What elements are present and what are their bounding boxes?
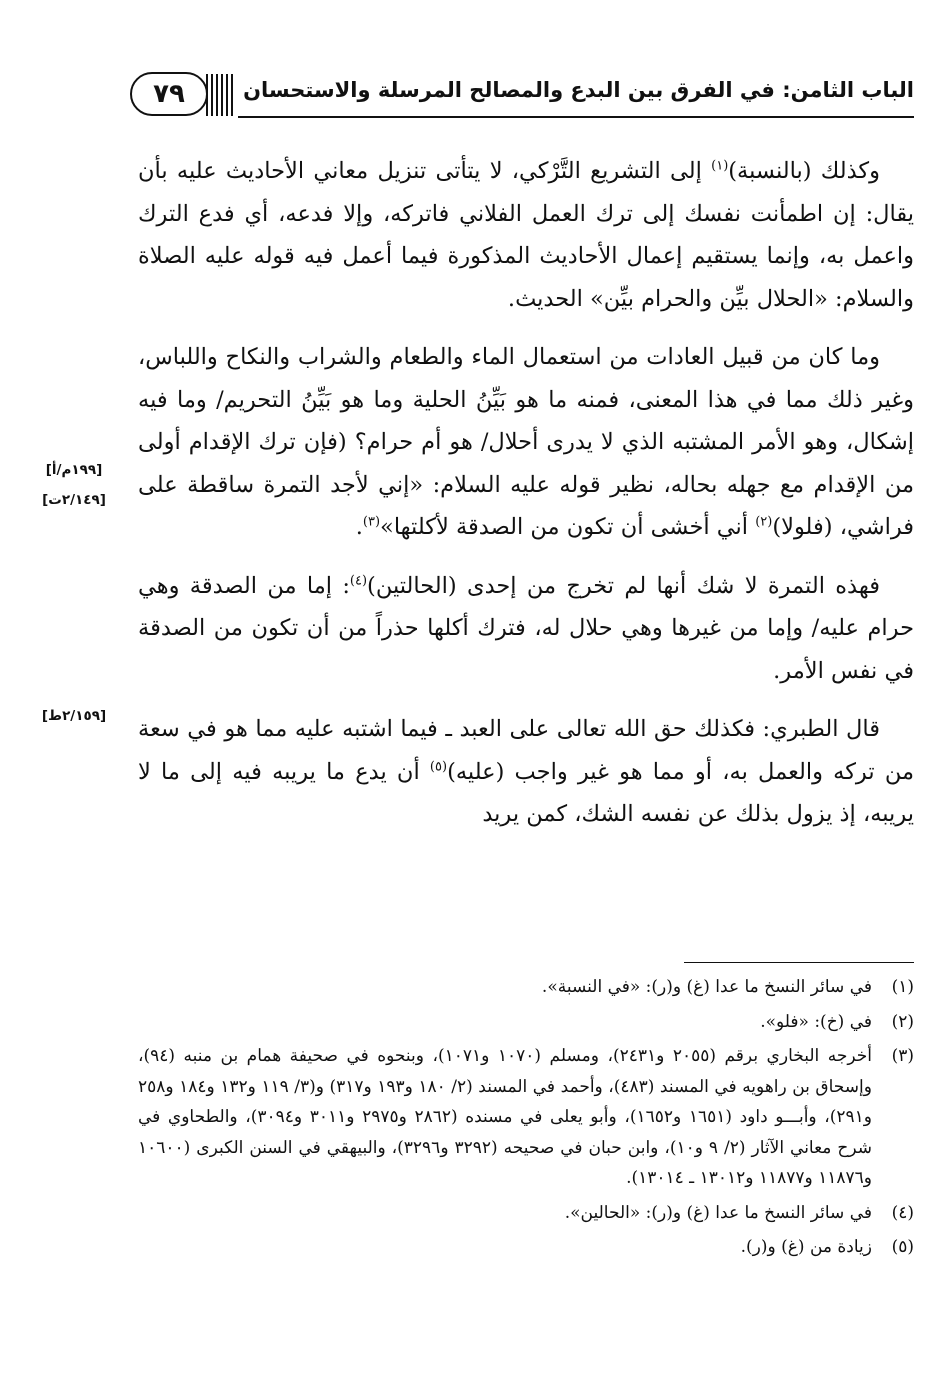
footnote [138, 1198, 914, 1229]
footnote-number: (٤) [891, 1202, 914, 1223]
footnote-ref: (٥) [429, 759, 448, 774]
footnote-ref: (١) [711, 158, 729, 174]
footnote-text: في سائر النسخ ما عدا (غ) و(ر): «في النسبة». [541, 977, 872, 997]
page-number: ٧٩ [130, 72, 208, 116]
margin-note: [١٩٩م/أ] [45, 462, 103, 478]
footnote-number: (٥) [891, 1237, 914, 1257]
margin-note: [٢/١٥٩ط] [41, 708, 107, 724]
footnote-text: في سائر النسخ ما عدا (غ) و(ر): «الحالين». [564, 1202, 872, 1223]
footnote-text: في (خ): «فلو». [760, 1011, 872, 1032]
footnote [138, 972, 914, 1003]
footnote [138, 1041, 914, 1194]
margin-note: [٢/١٤٩ت] [42, 492, 106, 508]
footnote-number: (٣) [891, 1046, 914, 1066]
running-header [128, 66, 914, 128]
header-ornament [206, 74, 236, 116]
footnote-text: زيادة من (غ) و(ر). [740, 1237, 872, 1257]
footnote-ref: (٤) [349, 573, 368, 588]
main-text [138, 150, 914, 852]
footnote-separator [684, 962, 914, 963]
paragraph: وكذلك (بالنسبة)$^{(١)}$ إلى التشريع التَّرْكي، لا يتأتى تنزيل معاني الأحاديث عليه بأن يقال: إن اطمأنت نفسك إلى ترك العمل الفلاني فاتركه، وإلا فدعه، أي فدع الترك واعمل به، وإنما يستقيم إعمال الأحاديث المذكورة فيما أعمل فيه قوله عليه الصلاة والسلام: «الحلال بيِّن والحرام بيِّن» الحديث. [138, 158, 914, 312]
chapter-title: الباب الثامن: في الفرق بين البدع والمصالح المرسلة والاستحسان [243, 78, 914, 102]
footnote-ref: (٣) [362, 514, 381, 530]
footnote-number: (١) [891, 977, 914, 997]
footnote-ref: (٢) [755, 514, 773, 530]
footnote-number: (٢) [891, 1011, 914, 1032]
paragraph: قال الطبري: فكذلك حق الله تعالى على العبد ـ فيما اشتبه عليه مما هو في سعة من تركه والعمل به، أو مما هو غير واجب (عليه)$^{(٥)}$ أن يدع ما يريبه فيه إلى ما لا يريبه، إذ يزول بذلك عن نفسه الشك، كمن يريد [138, 716, 914, 827]
footnote [138, 1232, 914, 1263]
footnote-text: أخرجه البخاري برقم (٢٠٥٥ و٢٤٣١)، ومسلم (١٠٧٠ و١٠٧١)، وبنحوه في صحيفة همام بن منبه (٩٤)، وإسحاق بن راهويه في المسند (٤٨٣)، وأحمد في المسند (٢/ ١٨٠ و١٩٣ و٣١٧) و(٣/ ١١٩ و١٣٢ و١٨٤ و٢٥٨ و٢٩١)، وأبـــو داود (١٦٥١ و١٦٥٢)، وأبو يعلى في مسنده (٢٨٦٢ و٢٩٧٥ و٣٠١١ و٣٠٩٤)، والطحاوي في شرح معاني الآثار (٢/ ٩ و١٠)، وابن حبان في صحيحه (٣٢٩٢ و٣٢٩٦)، والبيهقي في السنن الكبرى (١٠٦٠٠ و١١٨٧٦ و١١٨٧٧ و١٣٠١٢ ـ ١٣٠١٤). [138, 1046, 872, 1188]
paragraph: وما كان من قبيل العادات من استعمال الماء والطعام والشراب والنكاح واللباس، وغير ذلك مما في هذا المعنى، فمنه ما هو بَيِّنُ الحلية وما هو بَيِّنُ التحريم/ وما فيه إشكال، وهو الأمر المشتبه الذي لا يدرى أحلال/ هو أم حرام؟ (فإن ترك الإقدام أولى من الإقدام مع جهله بحاله، نظير قوله عليه السلام: «إني لأجد التمرة ساقطة على فراشي، (فلولا)$^{(٢)}$ أني أخشى أن تكون من الصدقة لأكلتها»$^{(٣)}$. [138, 344, 914, 540]
paragraph: فهذه التمرة لا شك أنها لم تخرج من إحدى (الحالتين)$^{(٤)}$: إما من الصدقة وهي حرام عليه/ وإما من غيرها وهي حلال له، فترك أكلها حذراً من أن تكون من الصدقة في نفس الأمر. [138, 572, 914, 684]
header-rule [238, 116, 914, 118]
footnote [138, 1007, 914, 1038]
footnotes [138, 972, 914, 1267]
